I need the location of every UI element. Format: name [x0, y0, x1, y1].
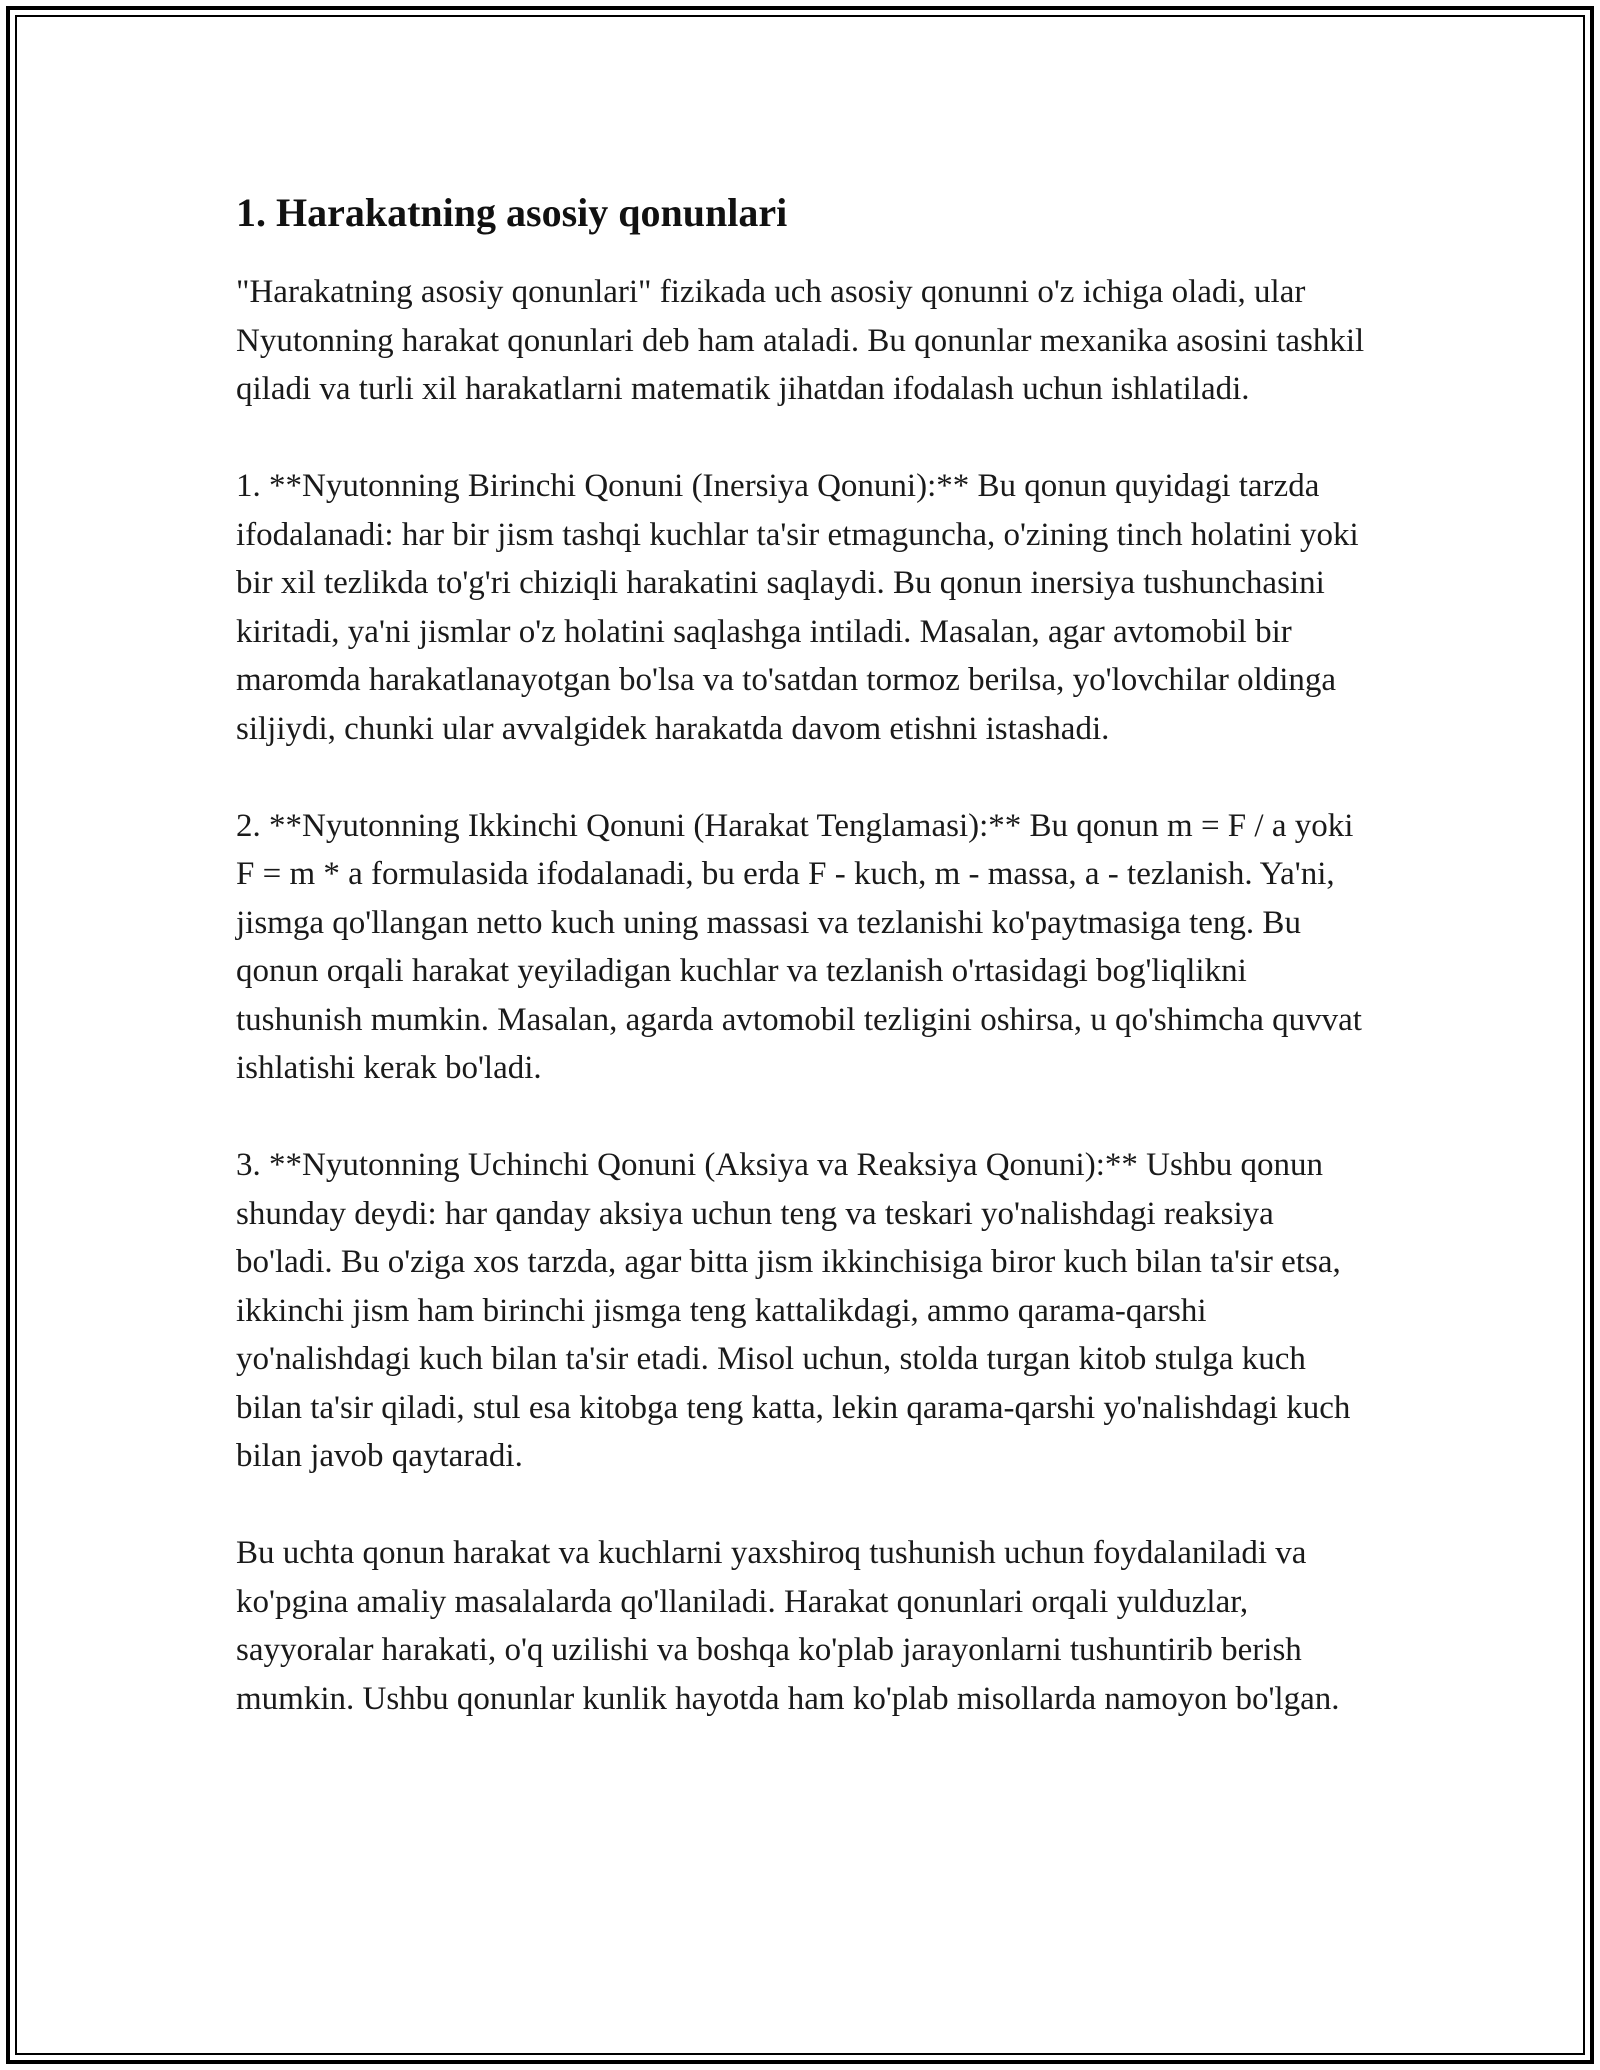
conclusion-paragraph: Bu uchta qonun harakat va kuchlarni yaxshiroq tushunish uchun foydalaniladi va ko'pgina amaliy masalalarda qo'llaniladi. Harakat qonunlari orqali yulduzlar, sayyoralar harakati, o'q uzilishi va boshqa ko'plab jarayonlarni tushuntirib berish mumkin. Ushbu qonunlar kunlik hayotda ham ko'plab misollarda namoyon bo'lgan.: [236, 1535, 1340, 1717]
third-law-paragraph: 3. **Nyutonning Uchinchi Qonuni (Aksiya va Reaksiya Qonuni):** Ushbu qonun shunday deydi: har qanday aksiya uchun teng va teskari yo'nalishdagi reaksiya bo'ladi. Bu o'ziga xos tarzda, agar bitta jism ikkinchisiga biror kuch bilan ta'sir etsa, ikkinchi jism ham birinchi jismga teng kattalikdagi, ammo qarama-qarshi yo'nalishdagi kuch bilan ta'sir etadi. Misol uchun, stolda turgan kitob stulga kuch bilan ta'sir qiladi, stul esa kitobga teng katta, lekin qarama-qarshi yo'nalishdagi kuch bilan javob qaytaradi.: [236, 1147, 1351, 1474]
intro-paragraph: "Harakatning asosiy qonunlari" fizikada uch asosiy qonunni o'z ichiga oladi, ular Nyutonning harakat qonunlari deb ham ataladi. Bu qonunlar mexanika asosini tashkil qiladi va turli xil harakatlarni matematik jihatdan ifodalash uchun ishlatiladi.: [236, 274, 1365, 407]
first-law-paragraph: 1. **Nyutonning Birinchi Qonuni (Inersiya Qonuni):** Bu qonun quyidagi tarzda ifodalanadi: har bir jism tashqi kuchlar ta'sir etmaguncha, o'zining tinch holatini yoki bir xil tezlikda to'g'ri chiziqli harakatini saqlaydi. Bu qonun inersiya tushunchasini kiritadi, ya'ni jismlar o'z holatini saqlashga intiladi. Masalan, agar avtomobil bir maromda harakatlanayotgan bo'lsa va to'satdan tormoz berilsa, yo'lovchilar oldinga siljiydi, chunki ular avvalgidek harakatda davom etishni istashadi.: [236, 468, 1359, 747]
document-title: 1. Harakatning asosiy qonunlari: [236, 190, 788, 235]
document-body: [236, 188, 1376, 1772]
second-law-paragraph: 2. **Nyutonning Ikkinchi Qonuni (Harakat Tenglamasi):** Bu qonun m = F / a yoki F = m * a formulasida ifodalanadi, bu erda F - kuch, m - massa, a - tezlanish. Ya'ni, jismga qo'llangan netto kuch uning massasi va tezlanishi ko'paytmasiga teng. Bu qonun orqali harakat yeyiladigan kuchlar va tezlanish o'rtasidagi bog'liqlikni tushunish mumkin. Masalan, agarda avtomobil tezligini oshirsa, u qo'shimcha quvvat ishlatishi kerak bo'ladi.: [236, 807, 1362, 1086]
